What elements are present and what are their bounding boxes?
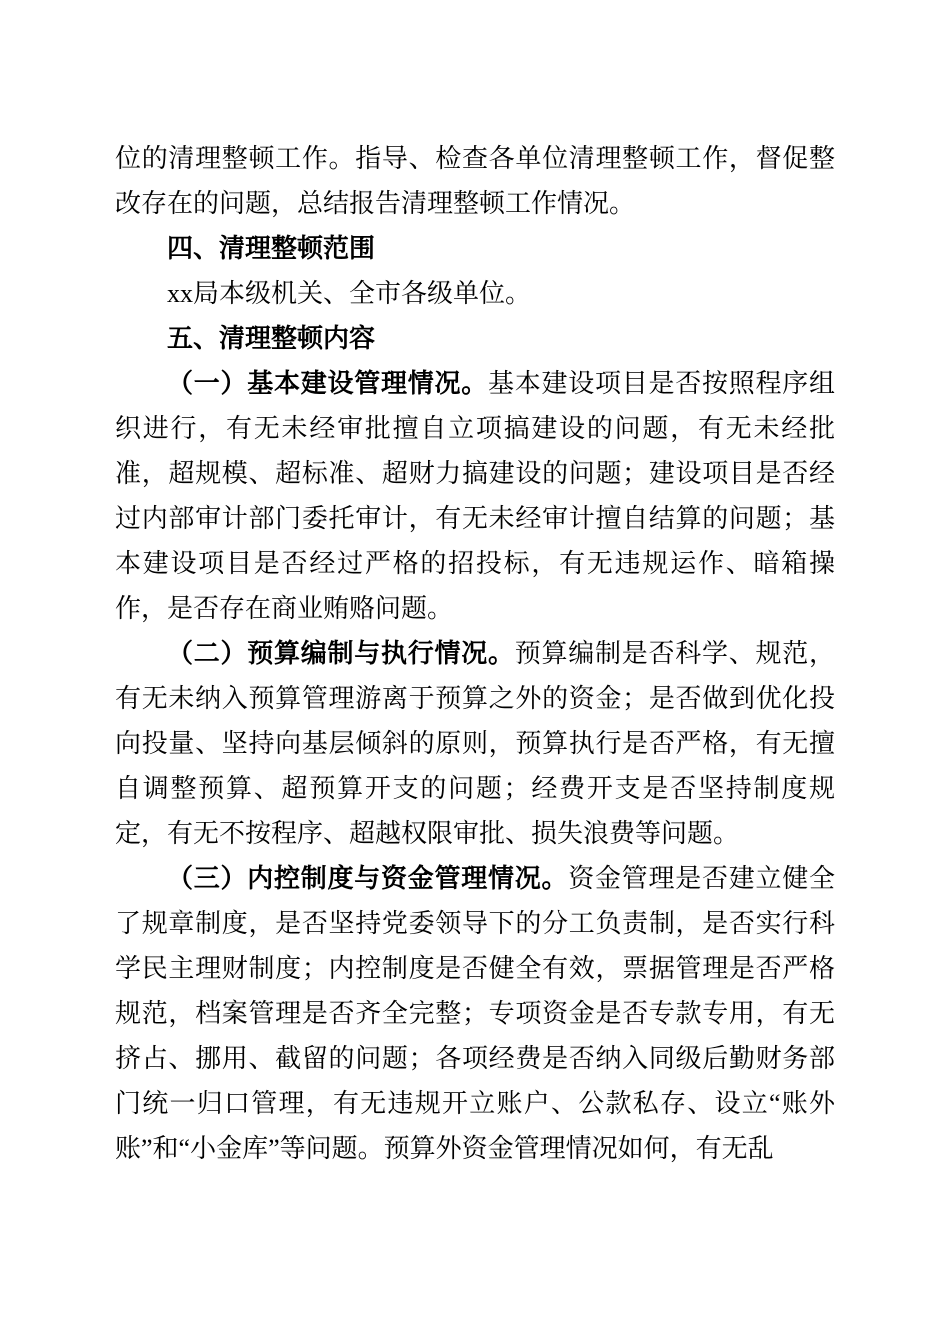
paragraph: （三）内控制度与资金管理情况。资金管理是否建立健全了规章制度，是否坚持党委领导下的分工负责制，是否实行科学民主理财制度；内控制度是否健全有效，票据管理是否严格规范，档案管理是否齐全完整；专项资金是否专款专用，有无挤占、挪用、截留的问题；各项经费是否纳入同级后勤财务部门统一归口管理，有无违规开立账户、公款私存、设立“账外账”和“小金库”等问题。预算外资金管理情况如何，有无乱 [115,864,835,1163]
paragraph-lead: （二）预算编制与执行情况。 [167,639,515,668]
paragraph: xx局本级机关、全市各级单位。 [167,279,532,308]
paragraph-lead: （三）内控制度与资金管理情况。 [167,864,569,893]
paragraph: （一）基本建设管理情况。基本建设项目是否按照程序组织进行，有无未经审批擅自立项搞建设的问题，有无未经批准，超规模、超标准、超财力搞建设的问题；建设项目是否经过内部审计部门委托审计，有无未经审计擅自结算的问题；基本建设项目是否经过严格的招投标，有无违规运作、暗箱操作，是否存在商业贿赂问题。 [115,369,835,623]
paragraph: （二）预算编制与执行情况。预算编制是否科学、规范，有无未纳入预算管理游离于预算之外的资金；是否做到优化投向投量、坚持向基层倾斜的原则，预算执行是否严格，有无擅自调整预算、超预算开支的问题；经费开支是否坚持制度规定，有无不按程序、超越权限审批、损失浪费等问题。 [115,639,835,848]
section-heading: 四、清理整顿范围 [167,234,376,263]
document-body [115,136,835,1171]
section-heading: 五、清理整顿内容 [167,324,376,353]
paragraph-lead: （一）基本建设管理情况。 [167,369,488,398]
paragraph: 位的清理整顿工作。指导、检查各单位清理整顿工作，督促整改存在的问题，总结报告清理整顿工作情况。 [115,144,835,218]
